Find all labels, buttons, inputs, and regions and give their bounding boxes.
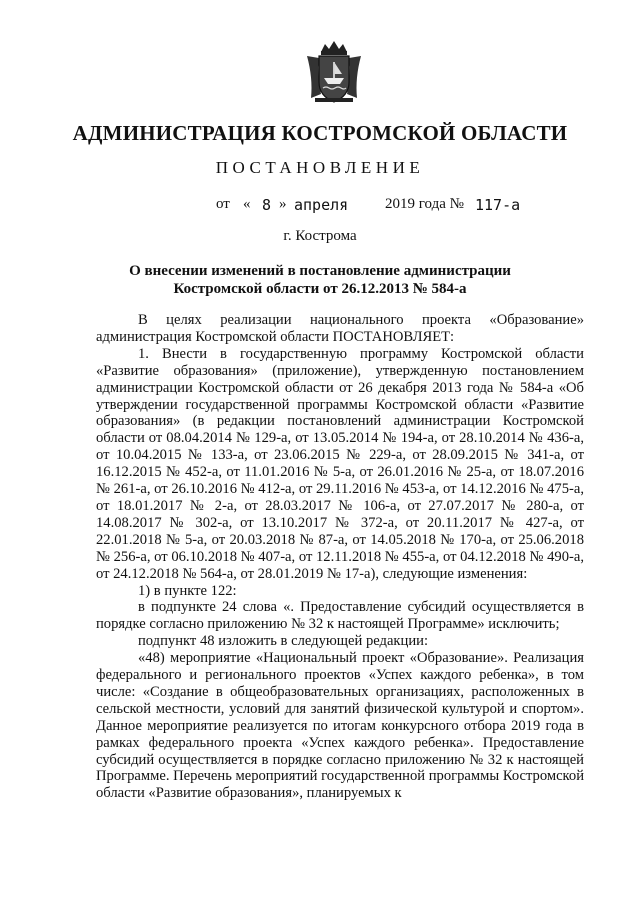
coat-of-arms-emblem — [303, 38, 365, 106]
paragraph-subpoint-48-intro: подпункт 48 изложить в следующей редакции: — [138, 633, 429, 650]
date-open-quote: « — [243, 196, 251, 212]
date-line — [0, 196, 640, 216]
paragraph-subpoint-24: в подпункте 24 слова «. Предоставление субсидий осуществляется в порядке согласно приложению № 32 к настоящей Программе» исключить; — [96, 599, 584, 633]
document-number: 117-а — [475, 196, 521, 214]
title-line-2: Костромской области от 26.12.2013 № 584-а — [173, 281, 467, 297]
date-day: 8 — [262, 196, 272, 214]
paragraph-item-1: 1. Внести в государственную программу Костромской области «Развитие образования» (приложение), утвержденную постановлением администрации Костромской области от 26 декабря 2013 года № 584-а «Об утверждении государственной программы Костромской области «Развитие образования» (в редакции постановлений администрации Костромской области от 08.04.2014 № 129-а, от 13.05.2014 № 194-а, от 28.10.2014 № 436-а, от 10.04.2015 № 133-а, от 23.06.2015 № 229-а, от 28.09.2015 № 341-а, от 16.12.2015 № 452-а, от 11.01.2016 № 5-а, от 26.01.2016 № 25-а, от 18.07.2016 № 261-а, от 26.10.2016 № 412-а, от 29.11.2016 № 453-а, от 14.12.2016 № 475-а, от 18.01.2017 № 2-а, от 28.03.2017 № 106-а, от 27.07.2017 № 280-а, от 14.08.2017 № 302-а, от 13.10.2017 № 372-а, от 20.11.2017 № 427-а, от 22.01.2018 № 5-а, от 20.03.2018 № 87-а, от 14.05.2018 № 170-а, от 25.06.2018 № 256-а, от 06.10.2018 № 407-а, от 12.11.2018 № 455-а, от 04.12.2018 № 490-а, от 24.12.2018 № 564-а, от 28.01.2019 № 17-а), следующие изменения: — [96, 345, 584, 582]
title-line-1: О внесении изменений в постановление администрации — [129, 263, 511, 279]
date-month: апреля — [294, 196, 349, 214]
document-body — [96, 312, 584, 802]
paragraph-subpoint-48-text: «48) мероприятие «Национальный проект «Образование». Реализация федерального и регионального проектов «Успех каждого ребенка», в том числе: «Создание в общеобразовательных организациях, расположенных в сельской местности, условий для занятий физической культурой и спортом». Данное мероприятие реализуется по итогам конкурсного отбора 2019 года в рамках федерального проекта «Успех каждого ребенка». Предоставление субсидий осуществляется в порядке согласно приложению № 32 к настоящей Программе. Перечень мероприятий государственной программы Костромской области «Развитие образования», планируемых к — [96, 650, 585, 802]
document-title — [0, 262, 640, 298]
paragraph-point-122: 1) в пункте 122: — [138, 582, 237, 599]
date-prefix: от — [216, 196, 230, 212]
paragraph-preamble: В целях реализации национального проекта «Образование» администрация Костромской области ПОСТАНОВЛЯЕТ: — [96, 312, 584, 345]
date-year: 2019 года № — [385, 196, 464, 212]
organization-name: АДМИНИСТРАЦИЯ КОСТРОМСКОЙ ОБЛАСТИ — [72, 121, 568, 145]
city-name: г. Кострома — [283, 228, 357, 244]
document-type: ПОСТАНОВЛЕНИЕ — [215, 158, 425, 177]
date-close-quote: » — [279, 196, 287, 212]
